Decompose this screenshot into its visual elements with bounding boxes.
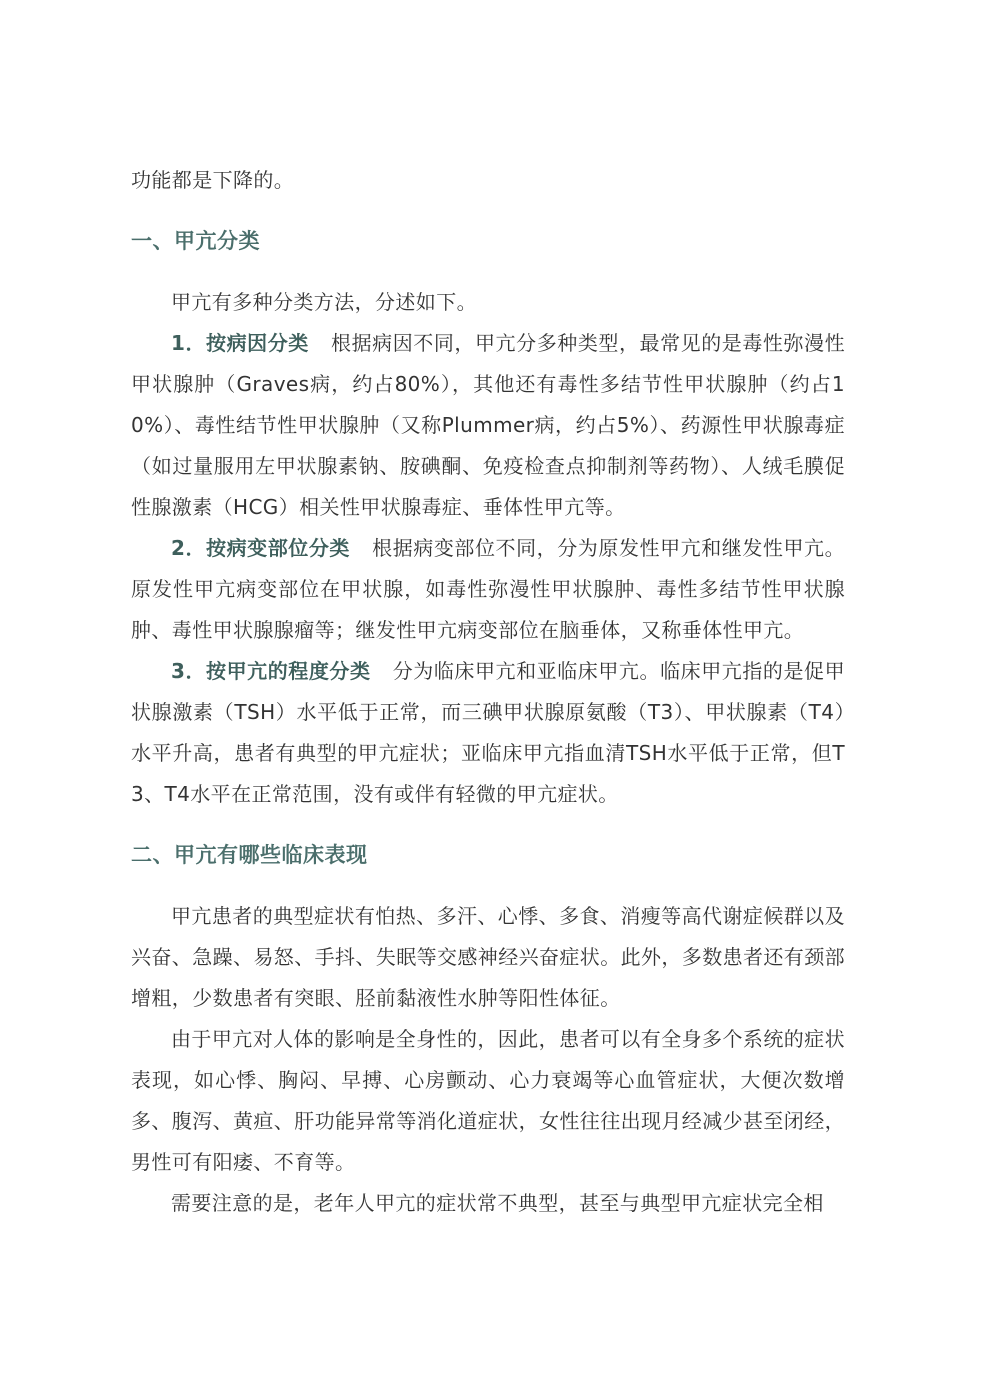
section2-heading: 二、甲亢有哪些临床表现 (131, 843, 368, 867)
section1-item-1 (131, 323, 845, 528)
section1-item-3 (131, 651, 845, 815)
intro-fragment: 功能都是下降的。 (131, 168, 295, 192)
item-1-label: 1．按病因分类 (171, 331, 309, 355)
section2-paragraph-2: 由于甲亢对人体的影响是全身性的，因此，患者可以有全身多个系统的症状表现，如心悸、胸闷、早搏、心房颤动、心力衰竭等心血管症状，大便次数增多、腹泻、黄疸、肝功能异常等消化道症状，女性往往出现月经减少甚至闭经，男性可有阳痿、不育等。 (131, 1027, 845, 1174)
section2-paragraph-3: 需要注意的是，老年人甲亢的症状常不典型，甚至与典型甲亢症状完全相 (171, 1191, 824, 1215)
section1-item-2 (131, 528, 845, 651)
item-2-label: 2．按病变部位分类 (171, 536, 350, 560)
section1-heading: 一、甲亢分类 (131, 229, 260, 253)
document-body (131, 160, 845, 1224)
item-3-label: 3．按甲亢的程度分类 (171, 659, 371, 683)
section2-paragraph-1: 甲亢患者的典型症状有怕热、多汗、心悸、多食、消瘦等高代谢症候群以及兴奋、急躁、易怒、手抖、失眠等交感神经兴奋症状。此外，多数患者还有颈部增粗，少数患者有突眼、胫前黏液性水肿等阳性体征。 (131, 904, 845, 1010)
item-3-text: 分为临床甲亢和亚临床甲亢。临床甲亢指的是促甲状腺激素（TSH）水平低于正常，而三碘甲状腺原氨酸（T3）、甲状腺素（T4）水平升高，患者有典型的甲亢症状；亚临床甲亢指血清TSH水平低于正常，但T3、T4水平在正常范围，没有或伴有轻微的甲亢症状。 (131, 659, 845, 806)
item-1-text: 根据病因不同，甲亢分多种类型，最常见的是毒性弥漫性甲状腺肿（Graves病，约占80%），其他还有毒性多结节性甲状腺肿（约占10%）、毒性结节性甲状腺肿（又称Plummer病，约占5%）、药源性甲状腺毒症（如过量服用左甲状腺素钠、胺碘酮、免疫检查点抑制剂等药物）、人绒毛膜促性腺激素（HCG）相关性甲状腺毒症、垂体性甲亢等。 (131, 331, 846, 519)
section1-lead: 甲亢有多种分类方法，分述如下。 (171, 290, 477, 314)
item-2-text: 根据病变部位不同，分为原发性甲亢和继发性甲亢。原发性甲亢病变部位在甲状腺，如毒性弥漫性甲状腺肿、毒性多结节性甲状腺肿、毒性甲状腺腺瘤等；继发性甲亢病变部位在脑垂体，又称垂体性甲亢。 (131, 536, 845, 642)
